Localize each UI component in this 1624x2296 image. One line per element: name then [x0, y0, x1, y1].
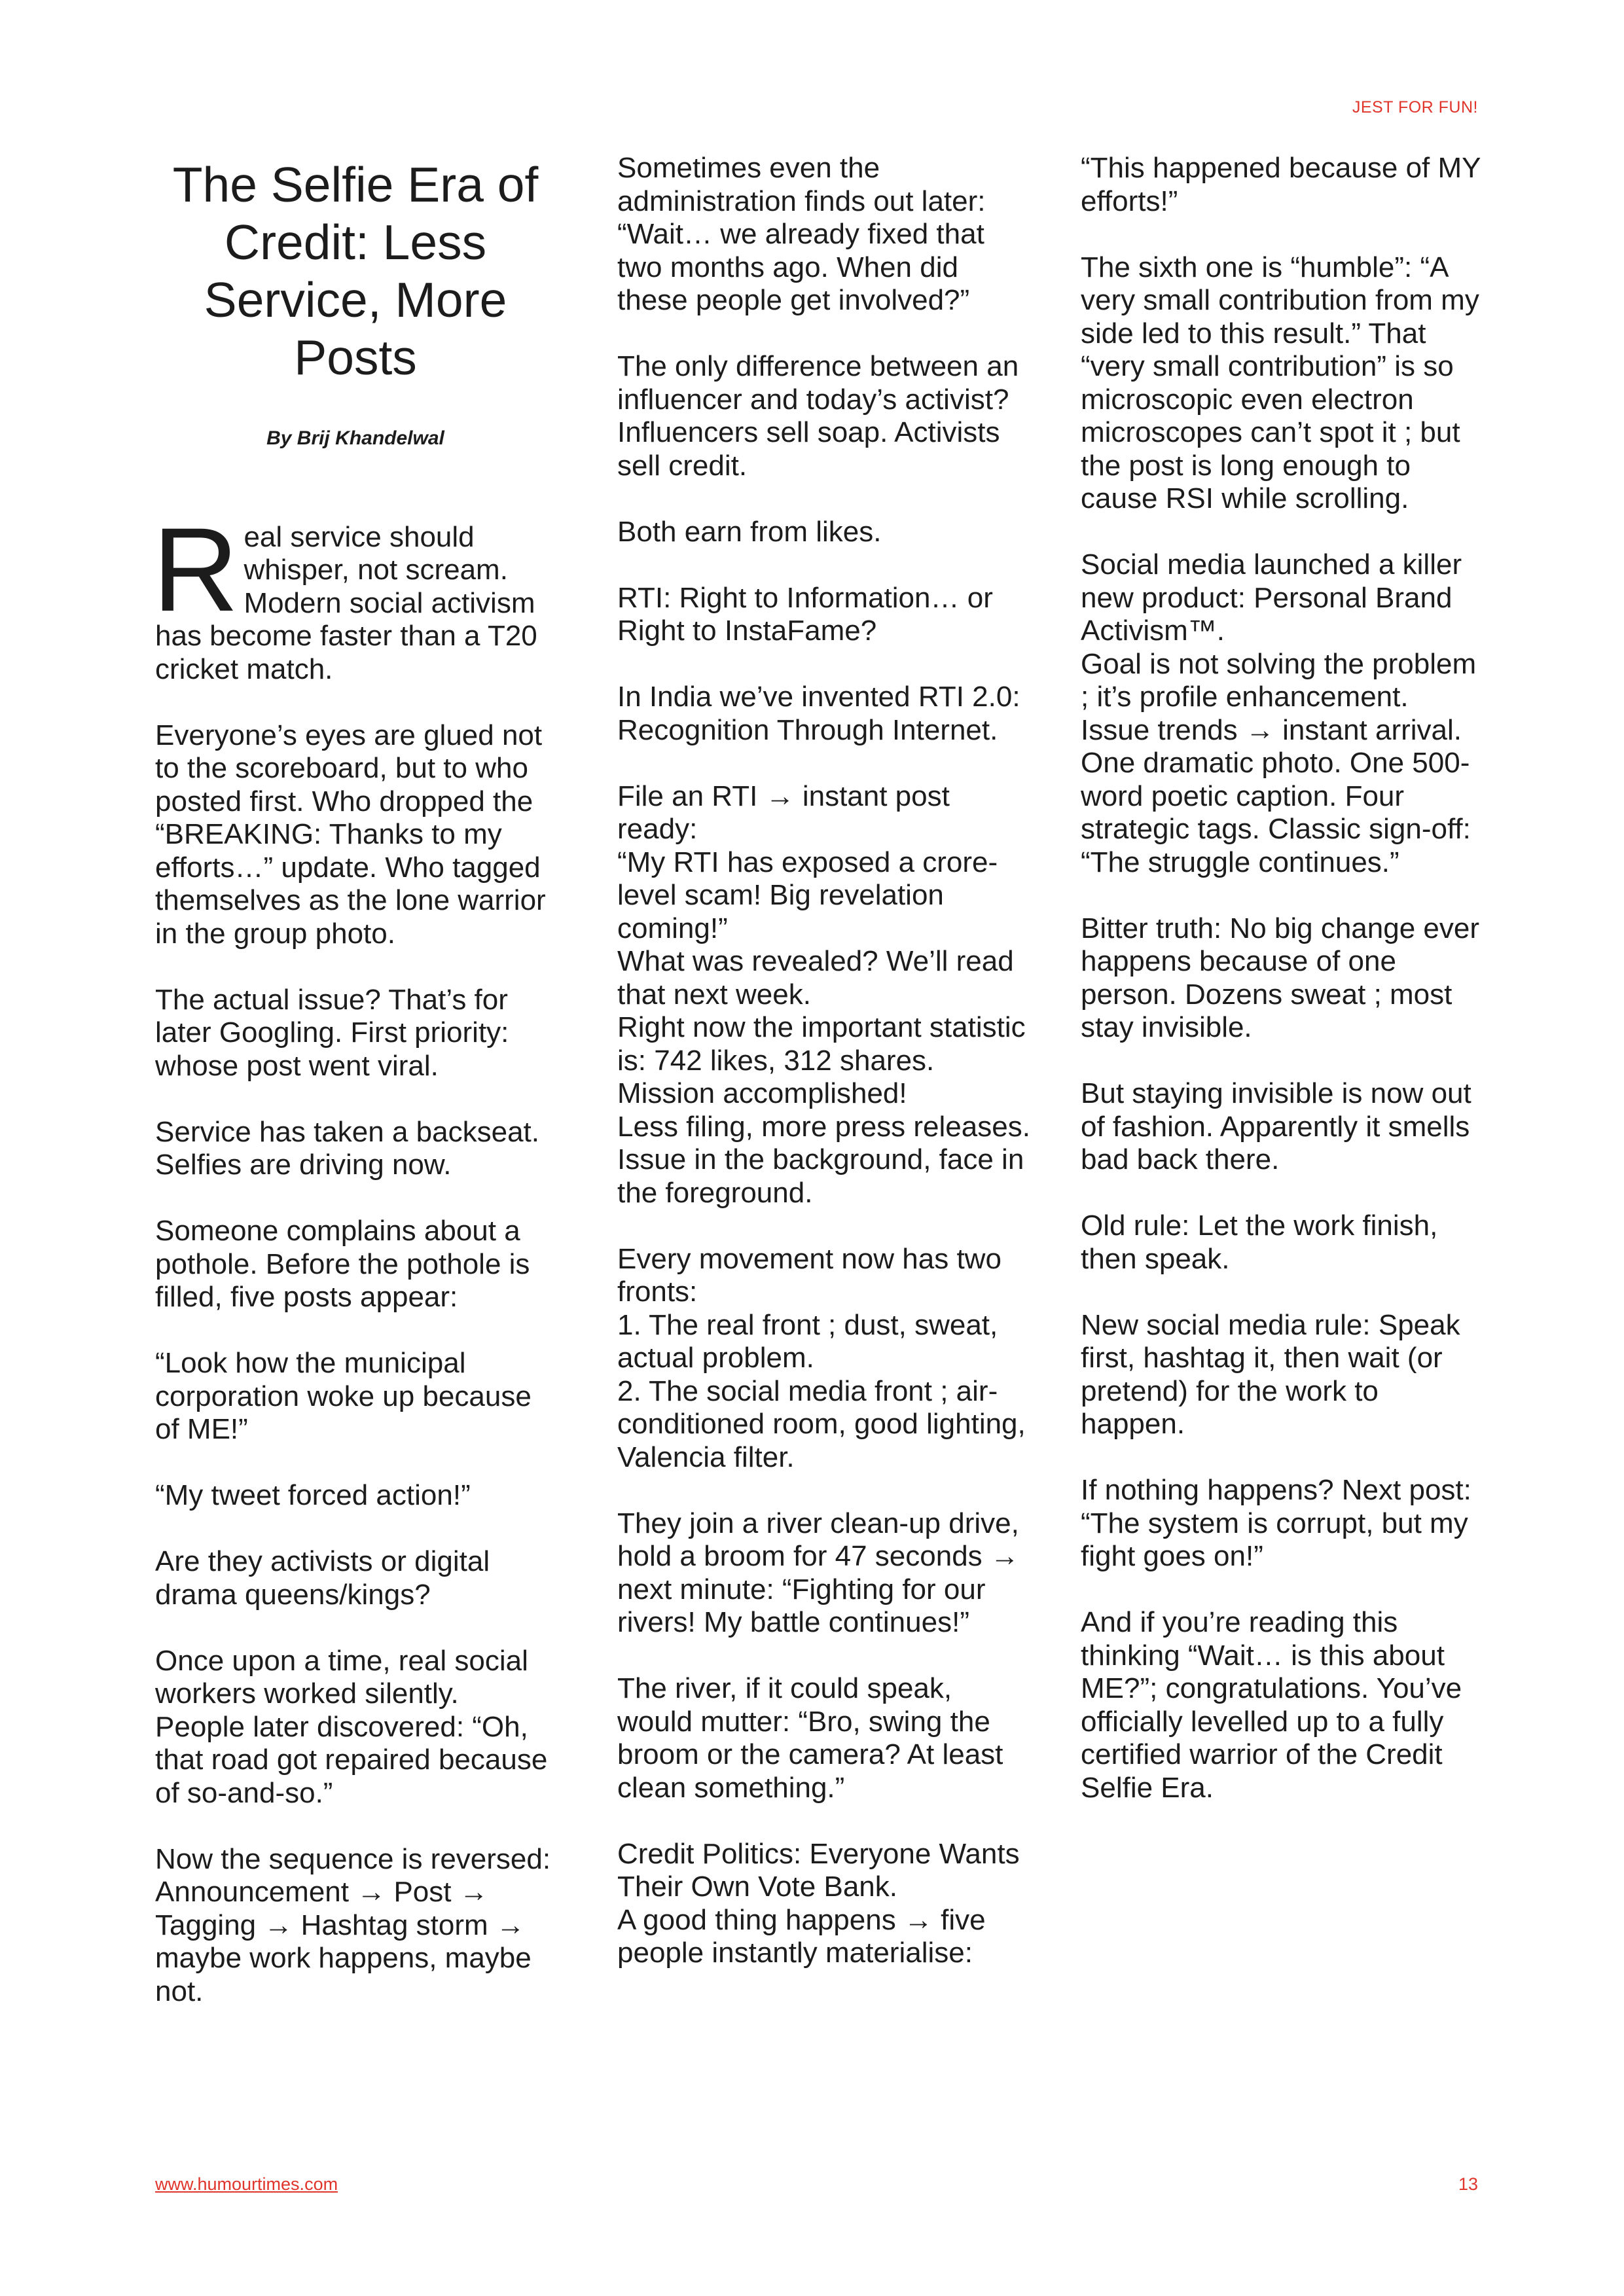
paragraph: Sometimes even the administration finds out later: “Wait… we already fixed that two months ago. When did these people get involved?”	[617, 152, 986, 316]
column-1	[155, 152, 556, 2041]
website-link[interactable]: www.humourtimes.com	[155, 2174, 338, 2194]
drop-cap: R	[153, 502, 239, 636]
paragraph: If nothing happens? Next post: “The system is corrupt, but my fight goes on!”	[1081, 1474, 1471, 1572]
paragraph: Social media launched a killer new product: Personal Brand Activism™. Goal is not solving the problem ; it’s profile enhancement. Issue trends → instant arrival. One dramatic photo. One 500-word poetic caption. Four strategic tags. Classic sign-off: “The struggle continues.”	[1081, 548, 1477, 878]
paragraph: But staying invisible is now out of fashion. Apparently it smells bad back there.	[1081, 1077, 1471, 1175]
paragraph: Someone complains about a pothole. Before the pothole is filled, five posts appear:	[155, 1215, 530, 1313]
paragraph: Bitter truth: No big change ever happens because of one person. Dozens sweat ; most stay invisible.	[1081, 912, 1479, 1043]
paragraph: In India we’ve invented RTI 2.0: Recognition Through Internet.	[617, 681, 1020, 746]
article-title: The Selfie Era of Credit: Less Service, More Posts	[172, 157, 539, 385]
paragraph: The sixth one is “humble”: “A very small contribution from my side led to this result.” That “very small contribution” is so microscopic even electron microscopes can’t spot it ; but the post is long enough to cause RSI while scrolling.	[1081, 251, 1479, 514]
paragraph: RTI: Right to Information… or Right to InstaFame?	[617, 581, 993, 647]
paragraph: Old rule: Let the work finish, then speak.	[1081, 1210, 1438, 1275]
column-2	[617, 152, 1031, 2003]
paragraph: “My tweet forced action!”	[155, 1479, 471, 1511]
paragraph: The only difference between an influencer and today’s activist? Influencers sell soap. Activists sell credit.	[617, 350, 1019, 482]
section-label: JEST FOR FUN!	[1352, 98, 1478, 117]
paragraph: “This happened because of MY efforts!”	[1081, 152, 1481, 217]
lead-paragraph	[153, 502, 556, 687]
byline: By Brij Khandelwal	[266, 427, 444, 449]
paragraph: Everyone’s eyes are glued not to the scoreboard, but to who posted first. Who dropped the “BREAKING: Thanks to my efforts…” update. Who tagged themselves as the lone warrior in the group photo.	[155, 719, 546, 950]
paragraph: “Look how the municipal corporation woke up because of ME!”	[155, 1347, 532, 1445]
paragraph: Credit Politics: Everyone Wants Their Own Vote Bank. A good thing happens → five people instantly materialise:	[617, 1837, 1020, 1969]
paragraph: Now the sequence is reversed: Announcement → Post → Tagging → Hashtag storm → maybe work happens, maybe not.	[155, 1842, 551, 2007]
paragraph: They join a river clean-up drive, hold a broom for 47 seconds → next minute: “Fighting for our rivers! My battle continues!”	[617, 1507, 1019, 1638]
column-3	[1081, 152, 1487, 1838]
paragraph: New social media rule: Speak first, hashtag it, then wait (or pretend) for the work to happen.	[1081, 1308, 1460, 1440]
page-number: 13	[1458, 2174, 1478, 2194]
paragraph: And if you’re reading this thinking “Wait… is this about ME?”; congratulations. You’ve officially levelled up to a fully certified warrior of the Credit Selfie Era.	[1081, 1606, 1462, 1804]
paragraph: Once upon a time, real social workers worked silently. People later discovered: “Oh, that road got repaired because of so-and-so.”	[155, 1644, 548, 1809]
paragraph: File an RTI → instant post ready: “My RTI has exposed a crore-level scam! Big revelation coming!” What was revealed? We’ll read that next week. Right now the important statistic is: 742 likes, 312 shares. Mission accomplished! Less filing, more press releases. Issue in the background, face in the foreground.	[617, 780, 1030, 1209]
paragraph: The river, if it could speak, would mutter: “Bro, swing the broom or the camera? At least clean something.”	[617, 1672, 1003, 1804]
paragraph: The actual issue? That’s for later Googling. First priority: whose post went viral.	[155, 983, 509, 1082]
paragraph: Both earn from likes.	[617, 515, 882, 548]
paragraph: Are they activists or digital drama queens/kings?	[155, 1545, 490, 1611]
paragraph: eal service should whisper, not scream. Modern social activism has become faster than a T20 cricket match.	[155, 520, 537, 685]
paragraph: Every movement now has two fronts: 1. The real front ; dust, sweat, actual problem. 2. The social media front ; air-conditioned room, good lighting, Valencia filter.	[617, 1242, 1026, 1473]
paragraph: Service has taken a backseat. Selfies are driving now.	[155, 1115, 539, 1181]
